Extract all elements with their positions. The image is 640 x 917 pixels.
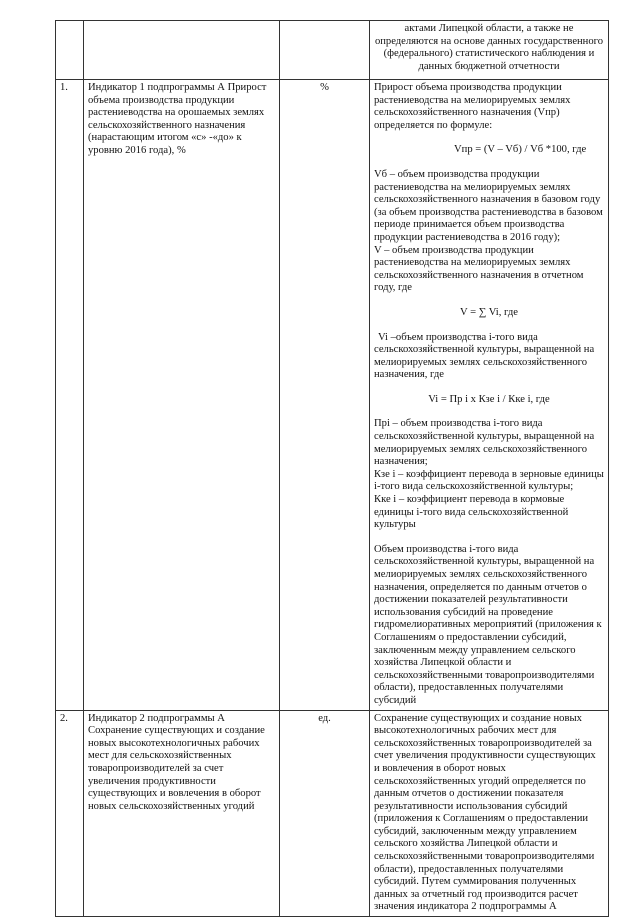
row-number: 2. <box>56 710 84 917</box>
indicator-table <box>55 20 609 917</box>
indicator-name: Индикатор 2 подпрограммы А Сохранение существующих и создание новых высокотехнологичных рабочих мест для сельскохозяйственных товаропроизводителей за счет увеличения продуктивности существующих и вовлечения в оборот новых сельскохозяйственных угодий <box>84 710 280 917</box>
definition-vi: Vi –объем производства i-того вида сельскохозяйственной культуры, выращенной на мелиорируемых землях сельскохозяйственного назначения, где <box>374 331 595 381</box>
unit-cell <box>280 21 370 80</box>
formula-vi: Vi = Пр i х Кзе i / Кке i, где <box>428 393 550 405</box>
continuation-text: актами Липецкой области, а также не определяются на основе данных государственного (федерального) статистического наблюдения и данных бюджетной отчетности <box>374 23 604 72</box>
indicator-name: Индикатор 1 подпрограммы А Прирост объема производства продукции растениеводства на орошаемых землях сельскохозяйственного назначения (нарастающим итогом «с» -«до» к уровню 2016 года), % <box>84 80 280 711</box>
num-cell <box>56 21 84 80</box>
table-row <box>56 21 609 80</box>
desc-cell <box>370 21 609 80</box>
row-number: 1. <box>56 80 84 711</box>
formula-v: V = ∑ Vi, где <box>460 306 518 318</box>
method-cell <box>370 80 609 711</box>
formula-vpr: Vпр = (V – Vб) / Vб *100, где <box>454 144 587 156</box>
unit-cell: % <box>280 80 370 711</box>
table-row <box>56 80 609 711</box>
table-row <box>56 710 609 917</box>
method-intro: Прирост объема производства продукции растениеводства на мелиорируемых землях сельскохозяйственного назначения (Vпр) определяется по формуле: <box>374 82 571 131</box>
name-cell <box>84 21 280 80</box>
unit-cell: ед. <box>280 710 370 917</box>
definition-pri: Прi – объем производства i-того вида сельскохозяйственной культуры, выращенной на мелиорируемых землях сельскохозяйственного назначения; <box>374 418 595 468</box>
definition-kke: Кке i – коэффициент перевода в кормовые единицы i-того вида сельскохозяйственной культуры <box>374 494 569 531</box>
method-cell: Сохранение существующих и создание новых высокотехнологичных рабочих мест для сельскохозяйственных товаропроизводителей за счет увеличения продуктивности существующих и вовлечения в оборот новых сельскохозяйственных угодий определяется по данным отчетов о достижении показателя результативности использования субсидий (приложения к Соглашениям о предоставлении субсидий, заключенным между управлением сельского хозяйства Липецкой области и сельскохозяйственными товаропроизводителями области), предоставленных получателями субсидий. Путем суммирования полученных данных за отчетный год производится расчет значения индикатора 2 подпрограммы А <box>370 710 609 917</box>
definition-vb: Vб – объем производства продукции растениеводства на мелиорируемых землях сельскохозяйственного назначения в базовом году (за объем производства растениеводства в базовом периоде принимается объем производства продукции растениеводства в 2016 году); <box>374 168 603 243</box>
definition-v: V – объем производства продукции растениеводства на мелиорируемых землях сельскохозяйственного назначения в отчетном году, где <box>374 244 584 294</box>
definition-kze: Кзе i – коэффициент перевода в зерновые единицы i-того вида сельскохозяйственной культуры; <box>374 468 604 493</box>
data-source-text: Объем производства i-того вида сельскохозяйственной культуры, выращенной на мелиорируемых землях сельскохозяйственного назначения, определяется по данным отчетов о достижении показателей результативности использования субсидий на проведение гидромелиоративных мероприятий (приложения к Соглашениям о предоставлении субсидий, заключенным между управлением сельского хозяйства Липецкой области и сельскохозяйственными товаропроизводителями области), предоставленных получателями субсидий <box>374 543 602 706</box>
